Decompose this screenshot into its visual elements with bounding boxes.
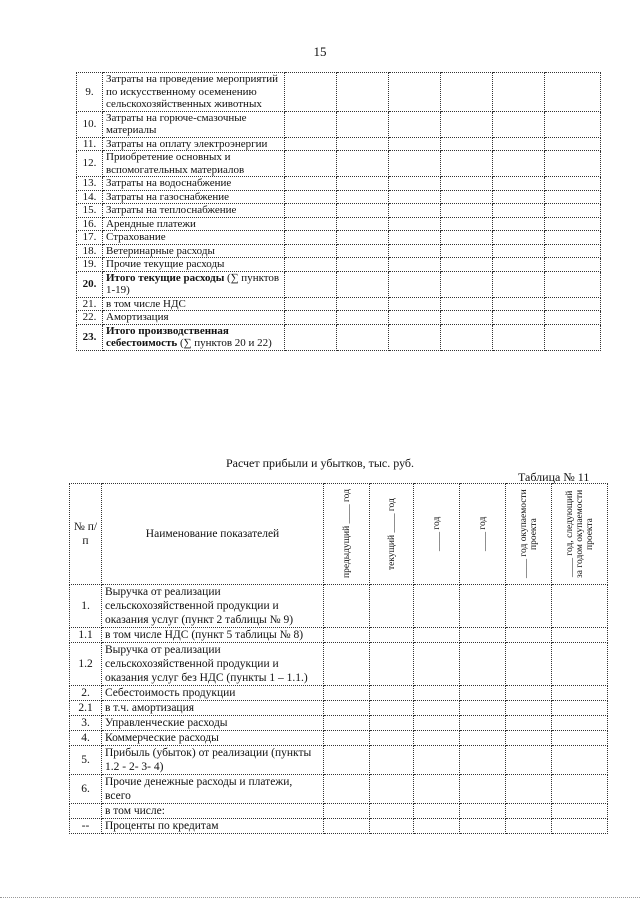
value-cell[interactable] <box>337 190 389 204</box>
row-label: Амортизация <box>106 311 169 323</box>
value-cell[interactable] <box>460 701 506 716</box>
value-cell[interactable] <box>441 244 493 258</box>
value-cell[interactable] <box>370 819 414 834</box>
value-cell[interactable] <box>506 628 552 643</box>
value-cell[interactable] <box>285 137 337 151</box>
value-cell[interactable] <box>460 819 506 834</box>
row-label-cell <box>103 73 285 112</box>
table-row <box>70 819 608 834</box>
value-cell[interactable] <box>337 217 389 231</box>
value-cell[interactable] <box>545 151 601 177</box>
row-label: Арендные платежи <box>106 217 196 230</box>
value-cell[interactable] <box>389 73 441 112</box>
row-number: 9. <box>77 73 103 112</box>
value-cell[interactable] <box>460 731 506 746</box>
value-cell[interactable] <box>545 311 601 325</box>
value-cell[interactable] <box>493 111 545 137</box>
row-number: 14. <box>77 190 103 204</box>
value-cell[interactable] <box>285 231 337 245</box>
table-row <box>70 746 608 775</box>
value-cell[interactable] <box>324 643 370 686</box>
header-col-5 <box>506 484 552 585</box>
header-col-3 <box>414 484 460 585</box>
value-cell[interactable] <box>493 217 545 231</box>
value-cell[interactable] <box>506 731 552 746</box>
value-cell[interactable] <box>545 204 601 218</box>
table-row <box>70 628 608 643</box>
row-label: в том числе НДС <box>106 297 186 310</box>
value-cell[interactable] <box>337 231 389 245</box>
value-cell[interactable] <box>441 231 493 245</box>
value-cell[interactable] <box>337 151 389 177</box>
row-label-cell <box>103 190 285 204</box>
row-label: Прибыль (убыток) от реализации (пункты 1.2 - 2- 3- 4) <box>105 747 312 773</box>
value-cell[interactable] <box>389 258 441 272</box>
row-label-cell <box>103 297 285 311</box>
value-cell[interactable] <box>285 271 337 297</box>
header-num: № п/п <box>70 484 102 585</box>
row-label-cell <box>102 628 324 643</box>
row-label: в т.ч. амортизация <box>105 702 195 714</box>
value-cell[interactable] <box>285 244 337 258</box>
value-cell[interactable] <box>506 804 552 819</box>
value-cell[interactable] <box>552 701 608 716</box>
value-cell[interactable] <box>552 585 608 628</box>
value-cell[interactable] <box>370 686 414 701</box>
value-cell[interactable] <box>370 628 414 643</box>
value-cell[interactable] <box>552 746 608 775</box>
table-row <box>77 177 601 191</box>
header-col-1-label: предыдущий ____ год <box>341 489 352 579</box>
value-cell[interactable] <box>414 731 460 746</box>
row-label-cell <box>103 258 285 272</box>
table-row <box>70 804 608 819</box>
value-cell[interactable] <box>337 271 389 297</box>
value-cell[interactable] <box>441 151 493 177</box>
row-number: 18. <box>77 244 103 258</box>
value-cell[interactable] <box>414 585 460 628</box>
value-cell[interactable] <box>460 716 506 731</box>
table-row <box>70 716 608 731</box>
row-number: 15. <box>77 204 103 218</box>
value-cell[interactable] <box>545 297 601 311</box>
value-cell[interactable] <box>506 701 552 716</box>
value-cell[interactable] <box>493 297 545 311</box>
table-row <box>77 204 601 218</box>
value-cell[interactable] <box>493 151 545 177</box>
value-cell[interactable] <box>389 111 441 137</box>
value-cell[interactable] <box>370 585 414 628</box>
header-col-1 <box>324 484 370 585</box>
value-cell[interactable] <box>493 137 545 151</box>
value-cell[interactable] <box>285 190 337 204</box>
value-cell[interactable] <box>545 258 601 272</box>
row-number: 12. <box>77 151 103 177</box>
value-cell[interactable] <box>337 177 389 191</box>
row-label: Выручка от реализации сельскохозяйственной продукции и оказания услуг (пункт 2 таблицы № 9) <box>105 586 294 626</box>
value-cell[interactable] <box>285 204 337 218</box>
value-cell[interactable] <box>441 73 493 112</box>
value-cell[interactable] <box>545 217 601 231</box>
value-cell[interactable] <box>545 324 601 350</box>
value-cell[interactable] <box>285 151 337 177</box>
value-cell[interactable] <box>441 271 493 297</box>
value-cell[interactable] <box>441 137 493 151</box>
value-cell[interactable] <box>493 244 545 258</box>
value-cell[interactable] <box>493 190 545 204</box>
value-cell[interactable] <box>337 297 389 311</box>
row-label: Итого текущие расходы <box>106 271 225 284</box>
cost-table <box>76 72 601 351</box>
row-label-suffix: (∑ пунктов 20 и 22) <box>179 337 272 349</box>
value-cell[interactable] <box>545 231 601 245</box>
value-cell[interactable] <box>441 258 493 272</box>
value-cell[interactable] <box>493 258 545 272</box>
row-label-cell <box>103 231 285 245</box>
value-cell[interactable] <box>506 775 552 804</box>
row-label: Затраты на горюче-смазочные материалы <box>106 111 247 136</box>
page-bottom-rule <box>0 897 640 898</box>
table-row <box>70 701 608 716</box>
value-cell[interactable] <box>493 324 545 350</box>
value-cell[interactable] <box>552 686 608 701</box>
value-cell[interactable] <box>552 643 608 686</box>
value-cell[interactable] <box>285 73 337 112</box>
row-number: 13. <box>77 177 103 191</box>
value-cell[interactable] <box>506 746 552 775</box>
table-row <box>77 324 601 350</box>
row-number: 2. <box>70 686 102 701</box>
row-label: Страхование <box>106 231 166 243</box>
value-cell[interactable] <box>441 204 493 218</box>
value-cell[interactable] <box>370 716 414 731</box>
value-cell[interactable] <box>389 177 441 191</box>
value-cell[interactable] <box>506 643 552 686</box>
row-label-cell <box>103 217 285 231</box>
row-label: Приобретение основных и вспомогательных материалов <box>106 151 245 176</box>
value-cell[interactable] <box>441 324 493 350</box>
value-cell[interactable] <box>337 244 389 258</box>
value-cell[interactable] <box>460 686 506 701</box>
row-label-cell <box>102 819 324 834</box>
row-number: 1.2 <box>70 643 102 686</box>
value-cell[interactable] <box>545 244 601 258</box>
value-cell[interactable] <box>493 271 545 297</box>
row-label-cell <box>102 716 324 731</box>
page-number: 15 <box>313 44 327 59</box>
value-cell[interactable] <box>545 190 601 204</box>
row-label-cell <box>102 746 324 775</box>
row-label: Прочие текущие расходы <box>106 258 225 270</box>
table-row <box>77 137 601 151</box>
value-cell[interactable] <box>337 324 389 350</box>
row-number: 10. <box>77 111 103 137</box>
header-col-2-label: текущий ____ год <box>386 498 397 570</box>
row-label-cell <box>102 775 324 804</box>
value-cell[interactable] <box>389 244 441 258</box>
table-row <box>77 190 601 204</box>
value-cell[interactable] <box>552 628 608 643</box>
row-label-cell <box>102 686 324 701</box>
value-cell[interactable] <box>370 804 414 819</box>
value-cell[interactable] <box>324 775 370 804</box>
value-cell[interactable] <box>552 775 608 804</box>
value-cell[interactable] <box>414 804 460 819</box>
value-cell[interactable] <box>493 204 545 218</box>
row-number: 2.1 <box>70 701 102 716</box>
row-label-cell <box>103 244 285 258</box>
row-number <box>70 804 102 819</box>
value-cell[interactable] <box>337 137 389 151</box>
value-cell[interactable] <box>370 775 414 804</box>
value-cell[interactable] <box>545 73 601 112</box>
row-number: 17. <box>77 231 103 245</box>
row-number: 5. <box>70 746 102 775</box>
value-cell[interactable] <box>441 111 493 137</box>
value-cell[interactable] <box>552 804 608 819</box>
value-cell[interactable] <box>389 311 441 325</box>
value-cell[interactable] <box>324 731 370 746</box>
table-row <box>70 643 608 686</box>
value-cell[interactable] <box>460 585 506 628</box>
header-col-6 <box>552 484 608 585</box>
value-cell[interactable] <box>324 804 370 819</box>
row-label-cell <box>102 701 324 716</box>
section-title: Расчет прибыли и убытков, тыс. руб. <box>225 456 415 470</box>
row-label-cell <box>103 271 285 297</box>
value-cell[interactable] <box>414 628 460 643</box>
value-cell[interactable] <box>545 177 601 191</box>
row-label-cell <box>103 311 285 325</box>
value-cell[interactable] <box>545 271 601 297</box>
table-row <box>77 297 601 311</box>
header-col-2 <box>370 484 414 585</box>
row-label-cell <box>103 151 285 177</box>
value-cell[interactable] <box>460 643 506 686</box>
row-number: 3. <box>70 716 102 731</box>
table-header-row <box>70 484 608 585</box>
row-label: Выручка от реализации сельскохозяйственной продукции и оказания услуг без НДС (пункты 1 – 1.1.) <box>105 644 308 684</box>
row-label-cell <box>103 324 285 350</box>
row-label-cell <box>103 204 285 218</box>
value-cell[interactable] <box>337 311 389 325</box>
value-cell[interactable] <box>441 297 493 311</box>
value-cell[interactable] <box>285 324 337 350</box>
header-col-3-label: ____ год <box>431 516 442 552</box>
value-cell[interactable] <box>552 716 608 731</box>
header-col-6-label: ____ год, следующий за годом окупаемости проекта <box>564 489 595 579</box>
table-row <box>77 271 601 297</box>
value-cell[interactable] <box>324 628 370 643</box>
value-cell[interactable] <box>285 111 337 137</box>
row-label: Затраты на теплоснабжение <box>106 204 237 216</box>
header-name: Наименование показателей <box>102 484 324 585</box>
value-cell[interactable] <box>285 297 337 311</box>
value-cell[interactable] <box>506 686 552 701</box>
value-cell[interactable] <box>389 190 441 204</box>
value-cell[interactable] <box>337 111 389 137</box>
value-cell[interactable] <box>506 819 552 834</box>
row-label: Проценты по кредитам <box>105 820 219 832</box>
row-number: 19. <box>77 258 103 272</box>
table-row <box>77 151 601 177</box>
value-cell[interactable] <box>324 746 370 775</box>
row-label-suffix: (∑ пунктов 1-19) <box>106 271 280 296</box>
table-row <box>77 217 601 231</box>
value-cell[interactable] <box>460 775 506 804</box>
row-label: Ветеринарные расходы <box>106 244 215 257</box>
value-cell[interactable] <box>441 217 493 231</box>
value-cell[interactable] <box>506 585 552 628</box>
table-row <box>70 686 608 701</box>
value-cell[interactable] <box>285 311 337 325</box>
row-number: 6. <box>70 775 102 804</box>
table-row <box>77 111 601 137</box>
value-cell[interactable] <box>414 643 460 686</box>
row-label-cell <box>103 111 285 137</box>
value-cell[interactable] <box>324 585 370 628</box>
value-cell[interactable] <box>324 819 370 834</box>
value-cell[interactable] <box>324 716 370 731</box>
value-cell[interactable] <box>460 804 506 819</box>
value-cell[interactable] <box>414 701 460 716</box>
table-row <box>77 244 601 258</box>
row-label: в том числе НДС (пункт 5 таблицы № 8) <box>105 629 304 641</box>
value-cell[interactable] <box>552 731 608 746</box>
value-cell[interactable] <box>493 311 545 325</box>
value-cell[interactable] <box>389 297 441 311</box>
row-number: 1.1 <box>70 628 102 643</box>
value-cell[interactable] <box>389 151 441 177</box>
row-number: 20. <box>77 271 103 297</box>
row-label-cell <box>102 585 324 628</box>
value-cell[interactable] <box>493 73 545 112</box>
value-cell[interactable] <box>389 137 441 151</box>
table-row <box>77 258 601 272</box>
row-label: Затраты на газоснабжение <box>106 190 230 203</box>
row-label-cell <box>103 177 285 191</box>
row-number: 16. <box>77 217 103 231</box>
value-cell[interactable] <box>389 231 441 245</box>
value-cell[interactable] <box>414 686 460 701</box>
row-label-cell <box>102 643 324 686</box>
row-label: Управленческие расходы <box>105 717 228 729</box>
value-cell[interactable] <box>506 716 552 731</box>
value-cell[interactable] <box>370 746 414 775</box>
value-cell[interactable] <box>337 204 389 218</box>
value-cell[interactable] <box>414 819 460 834</box>
row-number: 1. <box>70 585 102 628</box>
row-number: 21. <box>77 297 103 311</box>
value-cell[interactable] <box>389 271 441 297</box>
value-cell[interactable] <box>493 177 545 191</box>
value-cell[interactable] <box>324 686 370 701</box>
value-cell[interactable] <box>441 190 493 204</box>
value-cell[interactable] <box>370 643 414 686</box>
row-label: Прочие денежные расходы и платежи, всего <box>105 776 293 802</box>
value-cell[interactable] <box>414 775 460 804</box>
row-number: -- <box>70 819 102 834</box>
row-number: 4. <box>70 731 102 746</box>
row-number: 22. <box>77 311 103 325</box>
row-label-cell <box>102 804 324 819</box>
row-label: Затраты на проведение мероприятий по искусственному осеменению сельскохозяйственных животных <box>106 73 279 110</box>
value-cell[interactable] <box>414 716 460 731</box>
value-cell[interactable] <box>545 111 601 137</box>
value-cell[interactable] <box>441 311 493 325</box>
header-col-4-label: ____ год <box>477 516 488 552</box>
value-cell[interactable] <box>493 231 545 245</box>
value-cell[interactable] <box>285 217 337 231</box>
header-col-5-label: ____ год окупаемости проекта <box>518 489 539 579</box>
table-row <box>70 775 608 804</box>
value-cell[interactable] <box>414 746 460 775</box>
row-label: в том числе: <box>105 805 165 817</box>
value-cell[interactable] <box>545 137 601 151</box>
row-label: Затраты на водоснабжение <box>106 177 232 189</box>
value-cell[interactable] <box>370 731 414 746</box>
value-cell[interactable] <box>285 177 337 191</box>
row-number: 23. <box>77 324 103 350</box>
value-cell[interactable] <box>285 258 337 272</box>
row-label-cell <box>103 137 285 151</box>
row-label-cell <box>102 731 324 746</box>
header-col-4 <box>460 484 506 585</box>
table-row <box>70 731 608 746</box>
value-cell[interactable] <box>324 701 370 716</box>
table-row <box>77 73 601 112</box>
row-label: Себестоимость продукции <box>105 687 236 699</box>
row-label: Затраты на оплату электроэнергии <box>106 137 268 150</box>
row-label: Итого производственная себестоимость <box>106 324 229 349</box>
value-cell[interactable] <box>460 746 506 775</box>
table-row <box>77 311 601 325</box>
value-cell[interactable] <box>441 177 493 191</box>
value-cell[interactable] <box>389 324 441 350</box>
profit-loss-table <box>69 483 608 834</box>
table-row <box>77 231 601 245</box>
value-cell[interactable] <box>370 701 414 716</box>
value-cell[interactable] <box>337 73 389 112</box>
table-row <box>70 585 608 628</box>
value-cell[interactable] <box>552 819 608 834</box>
value-cell[interactable] <box>389 204 441 218</box>
row-number: 11. <box>77 137 103 151</box>
table-label: Таблица № 11 <box>518 470 590 484</box>
value-cell[interactable] <box>460 628 506 643</box>
value-cell[interactable] <box>389 217 441 231</box>
value-cell[interactable] <box>337 258 389 272</box>
row-label: Коммерческие расходы <box>105 732 219 744</box>
